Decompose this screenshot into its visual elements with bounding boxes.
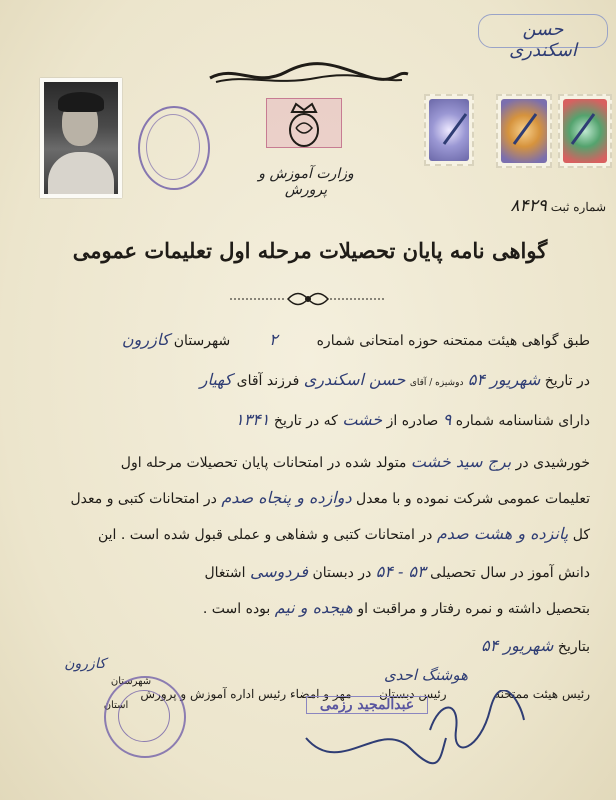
text: اشتغال	[204, 565, 246, 581]
exam-date: شهریور ۵۴	[467, 370, 541, 389]
academic-year: ۵۳ - ۵۴	[375, 562, 426, 581]
round-official-seal	[104, 676, 186, 758]
body-line-8	[30, 598, 590, 619]
city-label: شهرستان	[110, 676, 152, 687]
text: دانش آموز در سال تحصیلی	[430, 565, 590, 581]
registration-value: ۸۴۲۹	[510, 196, 547, 216]
issue-date-label: بتاریخ	[557, 639, 590, 655]
birthplace: برج سید خشت	[410, 452, 512, 471]
student-photo	[40, 78, 122, 198]
school-name: فردوسی	[249, 562, 309, 581]
oval-seal-inner	[146, 114, 200, 180]
birth-year: ۱۳۴۱	[235, 410, 270, 429]
principal-label: رئیس دبستان	[379, 687, 447, 701]
ministry-name: وزارت آموزش و پرورش	[258, 166, 354, 198]
body-line-2	[30, 370, 590, 393]
student-name: حسن اسکندری	[303, 370, 406, 389]
registration-number	[466, 196, 606, 216]
registration-label: شماره ثبت	[550, 200, 606, 214]
signature-scribble	[300, 718, 450, 768]
body-line-1	[30, 330, 590, 351]
body-line-4	[30, 452, 590, 473]
text: در تاریخ	[544, 373, 590, 389]
body-line-5	[30, 488, 590, 509]
id-number: ۹	[442, 410, 452, 429]
owner-name-annotation: حسن اسکندری	[478, 14, 608, 48]
province-label: استان	[103, 700, 129, 711]
father-name: کهیار	[199, 370, 233, 389]
body-line-3	[30, 410, 590, 431]
certificate-title: گواهی نامه پایان تحصیلات مرحله اول تعلیمات عمومی	[72, 238, 548, 263]
official-name-stamp: عبدالمجید رزمی	[306, 696, 428, 714]
city-value: کازرون	[121, 330, 170, 349]
issue-date-value: شهریور ۵۴	[481, 636, 554, 655]
director-label: مهر و امضاء رئیس اداره آموزش و پرورش	[140, 687, 352, 701]
total-average: پانزده و هشت صدم	[436, 524, 569, 543]
text: طبق گواهی هیئت ممتحنه حوزه امتحانی شماره	[316, 333, 590, 349]
text: در دبستان	[312, 565, 372, 581]
gender-options: دوشیزه / آقای	[409, 378, 464, 388]
text: کل	[572, 527, 590, 543]
written-average: دوازده و پنجاه صدم	[221, 488, 352, 507]
text: فرزند آقای	[236, 373, 300, 389]
issued-from: خشت	[342, 410, 383, 429]
zone-number: ۲	[269, 330, 278, 349]
text: تعلیمات عمومی شرکت نموده و با معدل	[356, 491, 590, 507]
text: در امتحانات کتبی و شفاهی و عملی قبول شده است . این	[98, 527, 433, 543]
principal-name: هوشنگ احدی	[383, 666, 468, 684]
issue-date-line	[30, 636, 590, 657]
text: که در تاریخ	[273, 413, 338, 429]
body-line-7	[30, 562, 590, 583]
stamp-cancel-marks	[436, 104, 606, 154]
conduct-grade: هیجده و نیم	[274, 598, 353, 617]
header-scribble	[206, 60, 412, 90]
body-line-6	[30, 524, 590, 545]
text: متولد شده در امتحانات پایان تحصیلات مرحله اول	[120, 455, 407, 471]
text: صادره از	[386, 413, 439, 429]
text: بوده است .	[202, 601, 271, 617]
text: شهرستان	[173, 333, 231, 349]
examiner-label: رئیس هیئت ممتحنه	[494, 687, 590, 701]
crown-emblem-icon	[282, 98, 326, 156]
text: خورشیدی در	[515, 455, 590, 471]
text: بتحصیل داشته و نمره رفتار و مراقبت او	[357, 601, 590, 617]
ornament-divider	[228, 288, 388, 310]
text: در امتحانات کتبی و معدل	[70, 491, 217, 507]
city-handwritten: کازرون	[64, 656, 106, 672]
text: دارای شناسنامه شماره	[455, 413, 590, 429]
